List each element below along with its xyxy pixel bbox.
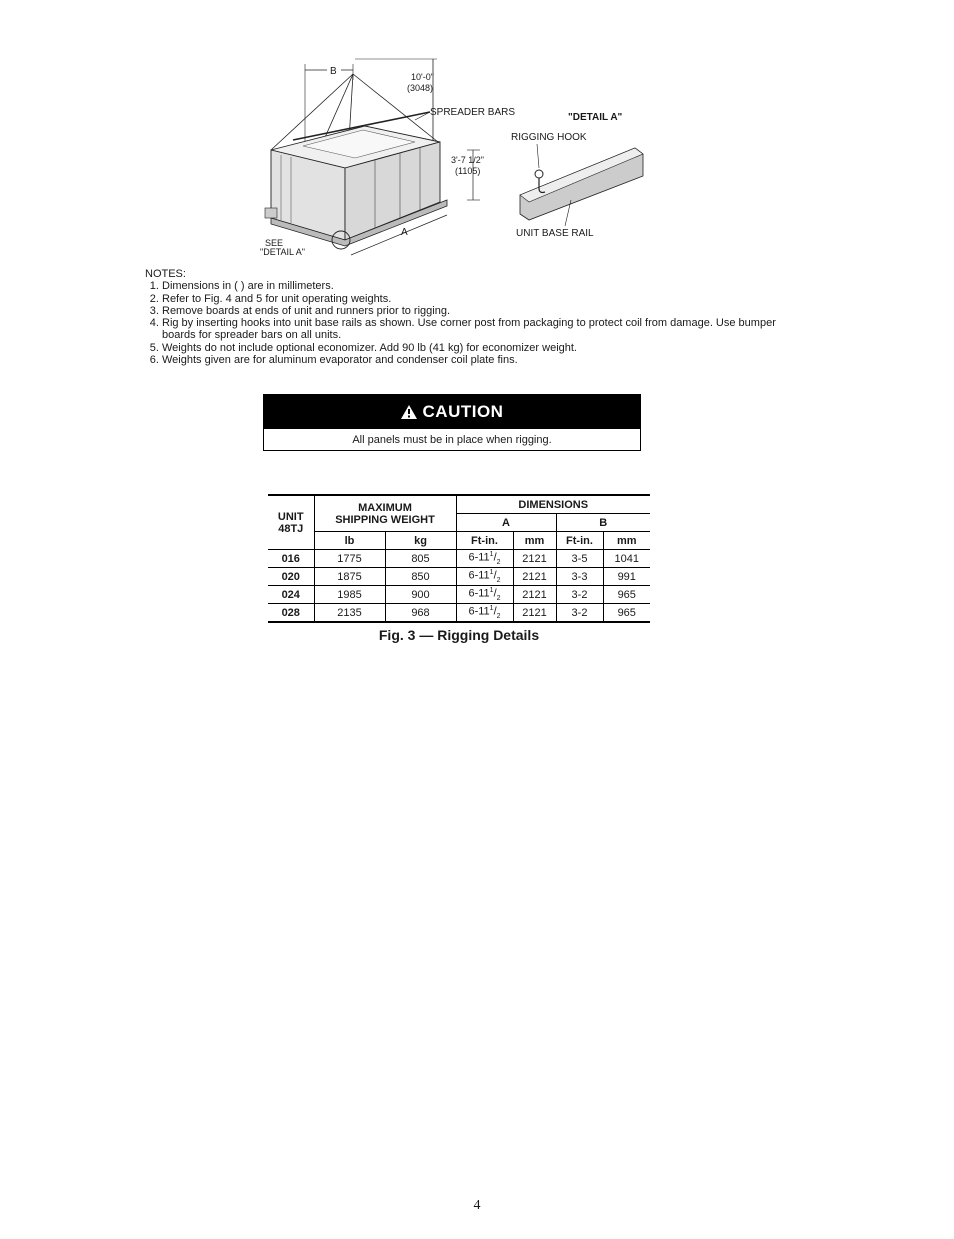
cell-mm-a: 2121 — [513, 568, 556, 586]
cell-kg: 968 — [385, 604, 456, 623]
cell-kg: 900 — [385, 586, 456, 604]
cell-lb: 1985 — [314, 586, 385, 604]
cell-ftin-b: 3-5 — [556, 550, 603, 568]
header-dim-a: A — [456, 514, 556, 532]
caution-text: All panels must be in place when rigging. — [352, 434, 552, 446]
header-max-weight: MAXIMUM SHIPPING WEIGHT — [314, 495, 456, 532]
rigging-table — [268, 494, 650, 623]
caution-header — [264, 395, 640, 429]
dim-height-mm: (3048) — [407, 83, 434, 93]
dim-a-label: A — [401, 227, 408, 238]
caution-box — [263, 394, 641, 451]
detail-a-title: "DETAIL A" — [568, 112, 623, 123]
header-dimensions: DIMENSIONS — [456, 495, 650, 514]
unit-base-rail-label: UNIT BASE RAIL — [516, 228, 594, 239]
header-lb: lb — [314, 532, 385, 550]
cell-unit: 024 — [268, 586, 314, 604]
cell-ftin-b: 3-2 — [556, 604, 603, 623]
note-item: 6. Weights given are for aluminum evaporator and condenser coil plate fins. — [162, 354, 785, 366]
figure-caption: Fig. 3 — Rigging Details — [378, 627, 540, 643]
cell-ftin-a: $6-11^1/_2$ — [456, 550, 513, 568]
rigging-diagram — [255, 50, 675, 265]
cell-mm-a: 2121 — [513, 550, 556, 568]
cell-mm-a: 2121 — [513, 604, 556, 623]
table-row — [268, 586, 650, 604]
notes-list — [145, 280, 785, 366]
cell-mm-b: 991 — [603, 568, 650, 586]
cell-ftin-b: 3-2 — [556, 586, 603, 604]
cell-unit: 016 — [268, 550, 314, 568]
cell-kg: 850 — [385, 568, 456, 586]
header-ftin-b: Ft-in. — [556, 532, 603, 550]
table-row — [268, 550, 650, 568]
cell-lb: 2135 — [314, 604, 385, 623]
notes-heading: NOTES: — [145, 268, 186, 280]
cell-lb: 1875 — [314, 568, 385, 586]
note-item: 1. Dimensions in ( ) are in millimeters. — [162, 280, 785, 292]
note-item: 3. Remove boards at ends of unit and runners prior to rigging. — [162, 305, 785, 317]
spreader-bars-label: SPREADER BARS — [430, 107, 516, 118]
header-unit: UNIT 48TJ — [268, 495, 314, 550]
note-item: 5. Weights do not include optional economizer. Add 90 lb (41 kg) for economizer weight. — [162, 342, 785, 354]
cell-mm-b: 965 — [603, 586, 650, 604]
dim-side-ft: 3'-7 1/2" — [451, 155, 484, 165]
rigging-hook-icon — [535, 170, 543, 178]
note-item: 4. Rig by inserting hooks into unit base rails as shown. Use corner post from packaging to protect coil from damage. Use bumper boards for spreader bars on all units. — [162, 317, 785, 342]
cell-unit: 028 — [268, 604, 314, 623]
header-mm-a: mm — [513, 532, 556, 550]
cell-kg: 805 — [385, 550, 456, 568]
cell-lb: 1775 — [314, 550, 385, 568]
dim-b-label: B — [330, 66, 337, 77]
warning-icon — [401, 405, 417, 419]
cell-ftin-b: 3-3 — [556, 568, 603, 586]
notes — [145, 268, 785, 366]
header-ftin-a: Ft-in. — [456, 532, 513, 550]
cell-mm-b: 965 — [603, 604, 650, 623]
rigging-hook-label: RIGGING HOOK — [511, 132, 587, 143]
see-label: SEE — [265, 238, 284, 248]
dim-side-mm: (1105) — [455, 166, 481, 176]
see-detail-label: "DETAIL A" — [260, 247, 305, 257]
note-item: 2. Refer to Fig. 4 and 5 for unit operating weights. — [162, 293, 785, 305]
dim-height-ft: 10'-0" — [411, 72, 434, 82]
cell-ftin-a: $6-11^1/_2$ — [456, 568, 513, 586]
table-row — [268, 604, 650, 623]
cell-ftin-a: $6-11^1/_2$ — [456, 604, 513, 623]
page-number: 4 — [473, 1198, 481, 1213]
cell-unit: 020 — [268, 568, 314, 586]
cell-mm-b: 1041 — [603, 550, 650, 568]
header-mm-b: mm — [603, 532, 650, 550]
cell-mm-a: 2121 — [513, 586, 556, 604]
header-dim-b: B — [556, 514, 650, 532]
table-row — [268, 568, 650, 586]
header-kg: kg — [385, 532, 456, 550]
caution-title: CAUTION — [422, 402, 504, 421]
cell-ftin-a: $6-11^1/_2$ — [456, 586, 513, 604]
